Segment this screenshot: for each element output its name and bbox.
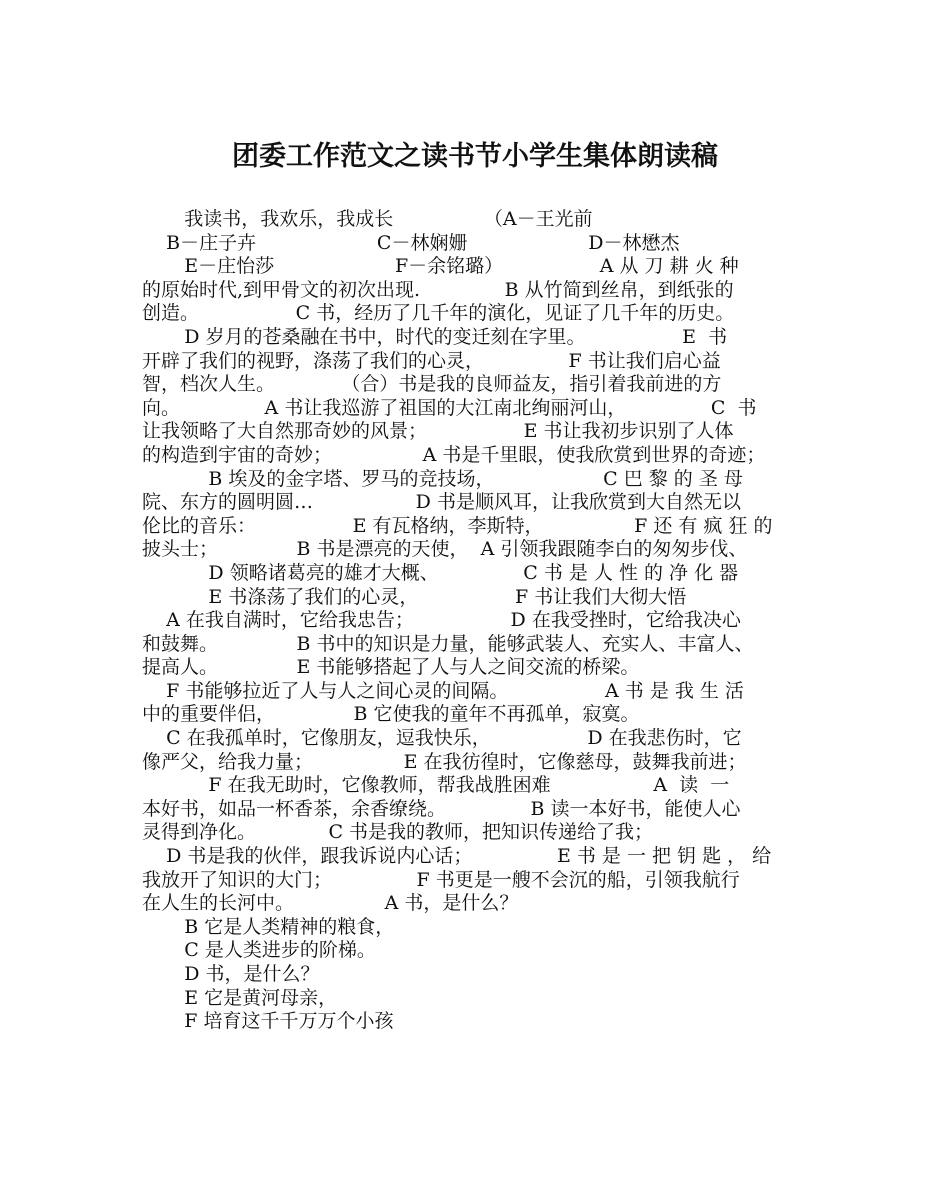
text-line: 和鼓舞。 B 书中的知识是力量，能够武装人、充实人、丰富人、	[142, 632, 754, 655]
text-line: 让我领略了大自然那奇妙的风景； E 书让我初步识别了人体	[142, 420, 734, 443]
text-line: B 它是人类精神的粮食，	[142, 915, 395, 938]
text-line: D 书是我的伙伴，跟我诉说内心话； E 书 是 一 把 钥 匙 ， 给	[142, 845, 772, 868]
text-line: 的构造到宇宙的奇妙； A 书是千里眼，使我欣赏到世界的奇迹；	[142, 443, 766, 466]
text-line: E－庄怡莎 F－余铭璐） A 从 刀 耕 火 种	[142, 255, 739, 278]
text-line: E 它是黄河母亲，	[142, 986, 338, 1009]
text-line: 开辟了我们的视野，涤荡了我们的心灵， F 书让我们启心益	[142, 349, 721, 372]
text-line: F 在我无助时，它像教师，帮我战胜困难 A 读 一	[142, 774, 730, 797]
text-line: 灵得到净化。 C 书是我的教师，把知识传递给了我；	[142, 821, 654, 844]
text-line: D 领略诸葛亮的雄才大概、 C 书 是 人 性 的 净 化 器	[142, 561, 739, 584]
text-line: 像严父，给我力量； E 在我彷徨时，它像慈母，鼓舞我前进；	[142, 750, 747, 773]
text-line: B－庄子卉 C－林娴姗 D－林懋杰	[142, 231, 680, 254]
text-line: E 书涤荡了我们的心灵， F 书让我们大彻大悟	[142, 585, 687, 608]
text-line: 中的重要伴侣， B 它使我的童年不再孤单，寂寞。	[142, 703, 640, 726]
document-title: 团委工作范文之读书节小学生集体朗读稿	[232, 141, 718, 172]
text-line: C 在我孤单时，它像朋友，逗我快乐， D 在我悲伤时，它	[142, 727, 742, 750]
text-line: 院、东方的圆明圆… D 书是顺风耳，让我欣赏到大自然无以	[142, 491, 741, 514]
text-line: 智，档次人生。 （合）书是我的良师益友，指引着我前进的方	[142, 373, 722, 396]
text-line: 披头士； B 书是漂亮的天使， A 引领我跟随李白的匆匆步伐、	[142, 538, 748, 561]
text-line: 我读书，我欢乐，我成长 （A－王光前	[142, 208, 593, 230]
document-body	[142, 208, 812, 1034]
text-line: 我放开了知识的大门； F 书更是一艘不会沉的船，引领我航行	[142, 868, 740, 891]
text-line: 伦比的音乐： E 有瓦格纳，李斯特， F 还 有 疯 狂 的	[142, 514, 773, 537]
text-line: 本好书，如品一杯香茶，余香缭绕。 B 读一本好书，能使人心	[142, 797, 741, 820]
text-line: 向。 A 书让我巡游了祖国的大江南北绚丽河山， C 书	[142, 396, 757, 419]
text-line: 创造。 C 书，经历了几千年的演化，见证了几千年的历史。	[142, 302, 735, 325]
text-line: C 是人类进步的阶梯。	[142, 939, 376, 962]
text-line: A 在我自满时，它给我忠告； D 在我受挫时，它给我决心	[142, 609, 741, 632]
text-line: 的原始时代,到甲骨文的初次出现. B 从竹简到丝帛，到纸张的	[142, 278, 734, 301]
text-line: 在人生的长河中。 A 书，是什么？	[142, 892, 519, 915]
text-line: 提高人。 E 书能够搭起了人与人之间交流的桥梁。	[142, 656, 640, 679]
text-line: F 书能够拉近了人与人之间心灵的间隔。 A 书 是 我 生 活	[142, 679, 744, 702]
text-line: D 书，是什么？	[142, 963, 320, 985]
text-line: D 岁月的苍桑融在书中，时代的变迁刻在字里。 E 书	[142, 325, 728, 348]
text-line: B 埃及的金字塔、罗马的竞技场， C 巴 黎 的 圣 母	[142, 467, 743, 490]
text-line: F 培育这千千万万个小孩	[142, 1010, 394, 1033]
